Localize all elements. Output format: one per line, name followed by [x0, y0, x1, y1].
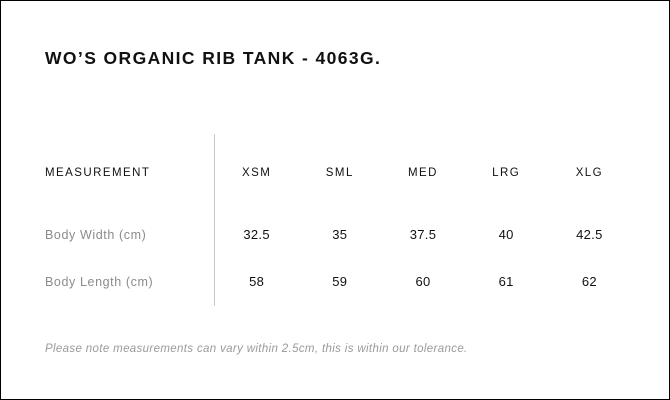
table-row — [45, 211, 631, 258]
cell-body-width-med: 37.5 — [409, 227, 437, 242]
tolerance-note: Please note measurements can vary within 2.5cm, this is within our tolerance. — [45, 343, 468, 355]
column-header-xlg: XLG — [575, 166, 604, 179]
page-title: WO’S ORGANIC RIB TANK - 4063G. — [45, 48, 382, 68]
cell-body-width-xlg: 42.5 — [576, 227, 603, 242]
cell-body-width-xsm: 32.5 — [243, 227, 270, 242]
cell-body-width-sml: 35 — [332, 227, 348, 242]
cell-body-length-sml: 59 — [332, 274, 348, 289]
column-header-med: MED — [408, 166, 438, 179]
cell-body-length-xsm: 58 — [249, 274, 265, 289]
column-header-measurement: MEASUREMENT — [45, 166, 151, 179]
cell-body-width-lrg: 40 — [498, 227, 514, 242]
row-label-body-width: Body Width (cm) — [45, 227, 147, 242]
cell-body-length-lrg: 61 — [498, 274, 514, 289]
cell-body-length-xlg: 62 — [581, 274, 597, 289]
size-table — [45, 134, 631, 305]
size-table-container — [45, 134, 631, 305]
column-header-sml: SML — [325, 166, 354, 179]
column-header-lrg: LRG — [492, 166, 521, 179]
row-label-body-length: Body Length (cm) — [45, 274, 154, 289]
column-header-xsm: XSM — [241, 166, 272, 179]
cell-body-length-med: 60 — [415, 274, 431, 289]
table-row — [45, 258, 631, 305]
table-header-row — [45, 134, 631, 211]
